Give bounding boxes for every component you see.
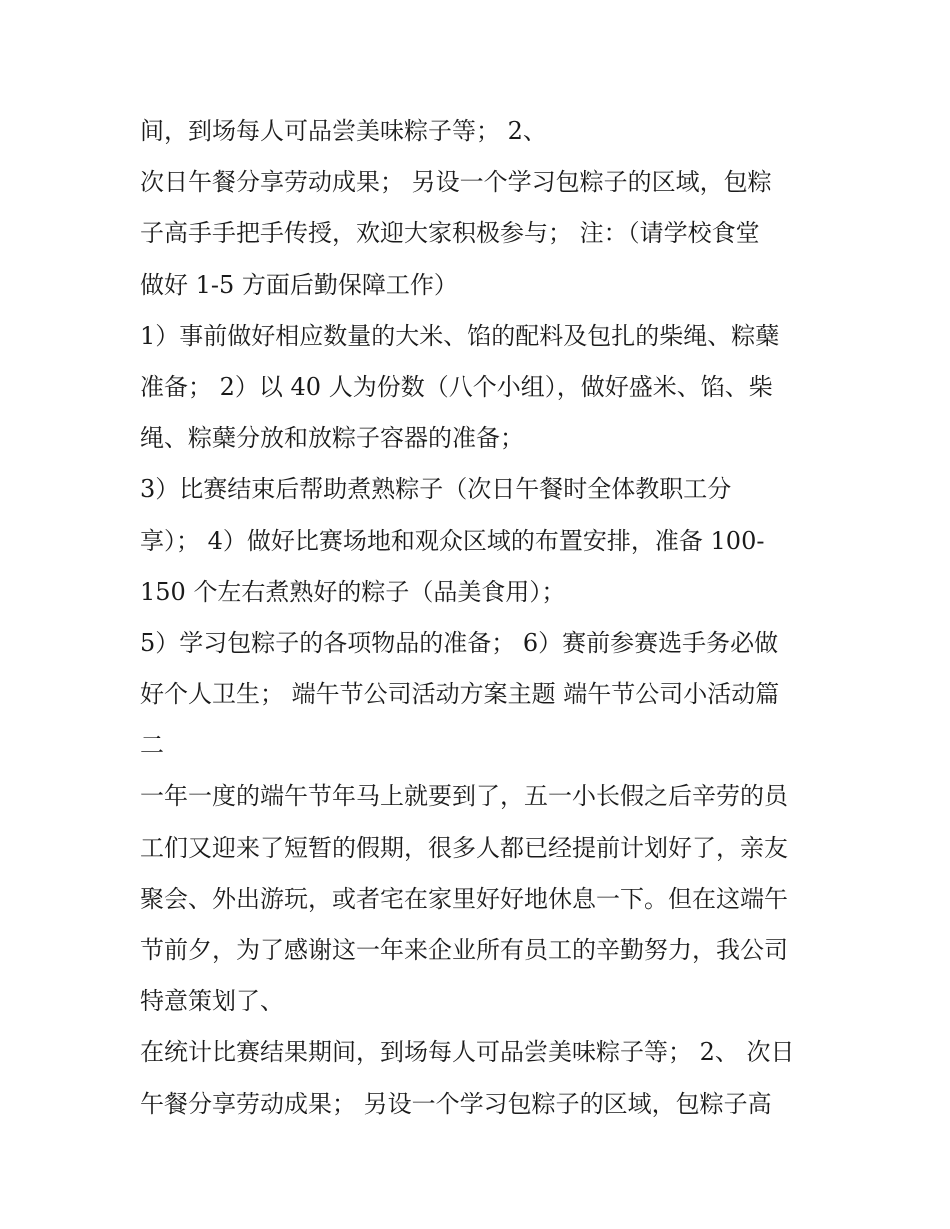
text-line: 次日午餐分享劳动成果； 另设一个学习包粽子的区域，包粽: [140, 168, 772, 197]
text-line: 在统计比赛结果期间，到场每人可品尝美味粽子等； 2、 次日: [140, 1038, 795, 1067]
text-line: 好个人卫生； 端午节公司活动方案主题 端午节公司小活动篇: [140, 680, 780, 709]
text-line: 间，到场每人可品尝美味粽子等； 2、: [140, 117, 547, 145]
text-line: 一年一度的端午节年马上就要到了，五一小长假之后辛劳的员: [140, 782, 788, 811]
text-line: 工们又迎来了短暂的假期，很多人都已经提前计划好了，亲友: [140, 833, 788, 862]
text-line: 绳、粽蘖分放和放粽子容器的准备；: [140, 424, 524, 453]
text-line: 午餐分享劳动成果； 另设一个学习包粽子的区域，包粽子高: [140, 1089, 772, 1118]
text-line: 5）学习包粽子的各项物品的准备； 6）赛前参赛选手务必做: [140, 628, 779, 657]
text-line: 二: [140, 731, 164, 760]
text-line: 准备； 2）以 40 人为份数（八个小组），做好盛米、馅、柴: [140, 372, 773, 401]
text-line: 3）比赛结束后帮助煮熟粽子（次日午餐时全体教职工分: [140, 475, 732, 504]
text-line: 享）； 4）做好比赛场地和观众区域的布置安排，准备 100-: [140, 526, 765, 555]
text-line: 做好 1-5 方面后勤保障工作）: [140, 270, 458, 299]
text-line: 聚会、外出游玩，或者宅在家里好好地休息一下。但在这端午: [140, 884, 788, 913]
text-line: 1）事前做好相应数量的大米、馅的配料及包扎的柴绳、粽蘖: [140, 321, 780, 350]
text-line: 150 个左右煮熟好的粽子（品美食用）；: [140, 577, 566, 606]
text-line: 特意策划了、: [140, 987, 284, 1016]
text-line: 节前夕，为了感谢这一年来企业所有员工的辛勤努力，我公司: [140, 936, 788, 964]
document-body: [140, 106, 820, 1130]
text-line: 子高手手把手传授，欢迎大家积极参与； 注：（请学校食堂: [140, 219, 760, 248]
